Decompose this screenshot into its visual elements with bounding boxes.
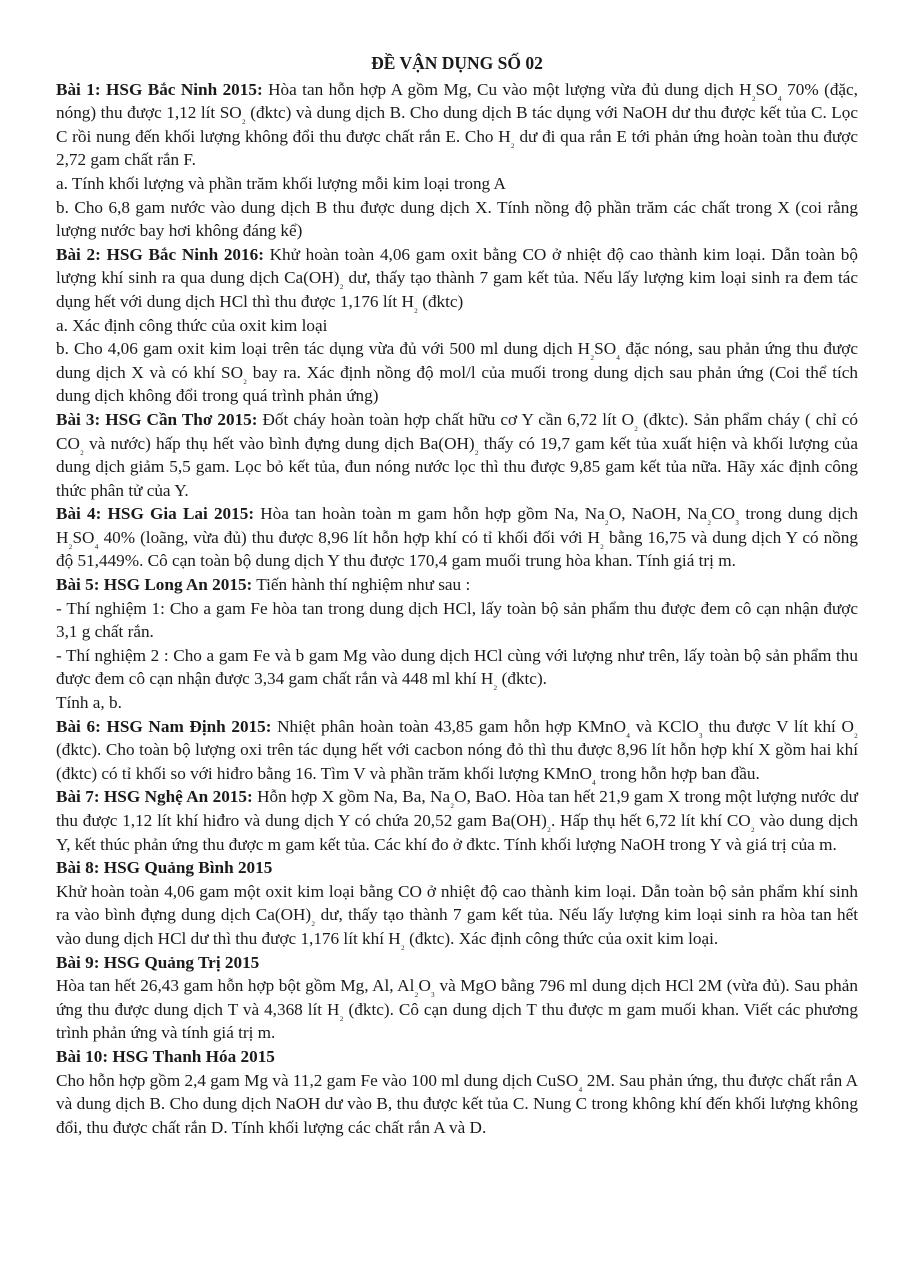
problem-text: Hòa tan hết 26,43 gam hỗn hợp bột gồm Mg, Al, $Al_{_2}O_{_3}$ và MgO bằng 796 ml dung dịch HCl 2M (vừa đủ). Sau phản ứng thu được dung dịch T và 4,368 lít $H_{_2}$ (đktc). Cô cạn dung dịch T thu được m gam muối khan. Viết các phương trình phản ứng và tính giá trị m. [56,976,858,1043]
problem-first-paragraph [56,715,858,786]
problem-heading: Bài 6: HSG Nam Định 2015: [56,716,272,736]
problem-first-paragraph [56,243,858,314]
problem-text: - Thí nghiệm 1: Cho a gam Fe hòa tan trong dung dịch HCl, lấy toàn bộ sản phẩm thu được đem cô cạn nhận được 3,1 g chất rắn. [56,598,858,642]
problem-text: Nhiệt phân hoàn toàn 43,85 gam hỗn hợp KMnO$_{_4}$ và KClO$_{_3}$ thu được V lít khí $O_{_2}$ (đktc). Cho toàn bộ lượng oxi trên tác dụng hết với cacbon nóng đỏ thì thu được 8,96 lít hỗn hợp khí X gồm hai khí (đktc) có tỉ khối so với hiđro bằng 16. Tìm V và phần trăm khối lượng KMnO$_{_4}$ trong hỗn hợp ban đầu. [56,716,858,786]
problem-heading: Bài 9: HSG Quảng Trị 2015 [56,952,260,972]
problem-text: Tính a, b. [56,693,122,713]
problem-text: Hỗn hợp X gồm Na, Ba, $Na_{_2}O$, BaO. Hòa tan hết 21,9 gam X trong một lượng nước dư thu được 1,12 lít khí hiđro và dung dịch Y có chứa 20,52 gam $Ba(OH)_{_2}$. Hấp thụ hết 6,72 lít khí $CO_{_2}$ vào dung dịch Y, kết thúc phản ứng thu được m gam kết tủa. Các khí đo ở đktc. Tính khối lượng NaOH trong Y và giá trị của m. [56,787,858,854]
problem-9 [56,951,858,1045]
problem-heading: Bài 1: HSG Bắc Ninh 2015: [56,79,263,99]
problem-1 [56,78,858,243]
problem-first-paragraph [56,785,858,856]
problem-7 [56,785,858,856]
problem-text: Cho hỗn hợp gồm 2,4 gam Mg và 11,2 gam Fe vào 100 ml dung dịch CuSO$_{_4}$ 2M. Sau phản ứng, thu được chất rắn A và dung dịch B. Cho dung dịch NaOH dư vào B, thu được kết tủa C. Nung C trong không khí đến khối lượng không đổi, thu được chất rắn D. Tính khối lượng các chất rắn A và D. [56,1070,858,1137]
problem-10 [56,1045,858,1139]
problem-heading: Bài 5: HSG Long An 2015: [56,575,253,595]
problem-heading: Bài 8: HSG Quảng Bình 2015 [56,858,273,878]
problem-8 [56,856,858,950]
problem-text: b. Cho 4,06 gam oxit kim loại trên tác dụng vừa đủ với 500 ml dung dịch $H_{_2}SO_{_4}$ đặc nóng, sau phản ứng thu được dung dịch X và có khí $SO_{_2}$ bay ra. Xác định nồng độ mol/l của muối trong dung dịch sau phản ứng (Coi thể tích dung dịch không đổi trong quá trình phản ứng) [56,339,859,406]
problem-text: Tiến hành thí nghiệm như sau : [252,575,471,595]
problem-text: Hòa tan hỗn hợp A gồm Mg, Cu vào một lượng vừa đủ dung dịch $H_{_2}SO_{_4}$ 70% (đặc, nóng) thu được 1,12 lít $SO_{_2}$ (đktc) và dung dịch B. Cho dung dịch B tác dụng với NaOH dư thu được kết tủa C. Lọc C rồi nung đến khối lượng không đổi thu được chất rắn E. Cho $H_{_2}$ dư đi qua rắn E tới phản ứng hoàn toàn thu được 2,72 gam chất rắn F. [56,79,859,170]
problem-heading: Bài 3: HSG Cần Thơ 2015: [56,409,258,429]
problem-text: a. Xác định công thức của oxit kim loại [56,315,328,335]
problem-2 [56,243,858,408]
problem-heading: Bài 10: HSG Thanh Hóa 2015 [56,1046,275,1066]
problem-text: Khử hoàn toàn 4,06 gam oxit bằng CO ở nhiệt độ cao thành kim loại. Dẫn toàn bộ lượng khí sinh ra qua dung dịch $Ca(OH)_{_2}$ dư, thấy tạo thành 7 gam kết tủa. Nếu lấy lượng kim loại sinh ra đem tác dụng hết với dung dịch HCl thì thu được 1,176 lít $H_{_2}$ (đktc) [56,244,858,314]
problem-text: - Thí nghiệm 2 : Cho a gam Fe và b gam Mg vào dung dịch HCl cùng với lượng như trên, lấy toàn bộ sản phẩm thu được đem cô cạn nhận được 3,34 gam chất rắn và 448 ml khí $H_{_2}$ (đktc). [56,645,858,691]
problem-list [56,78,858,1140]
problem-heading: Bài 4: HSG Gia Lai 2015: [56,504,255,524]
problem-3 [56,408,858,502]
problem-text: Khử hoàn toàn 4,06 gam một oxit kim loại bằng CO ở nhiệt độ cao thành kim loại. Dẫn toàn bộ sản phẩm khí sinh ra vào bình đựng dung dịch $Ca(OH)_{_2}$ dư, thấy tạo thành 7 gam kết tủa. Nếu lấy lượng kim loại sinh ra hòa tan hết vào dung dịch HCl dư thì thu được 1,176 lít khí $H_{_2}$ (đktc). Xác định công thức của oxit kim loại. [56,881,858,951]
problem-heading: Bài 2: HSG Bắc Ninh 2016: [56,244,264,264]
problem-first-paragraph [56,573,858,597]
problem-text: b. Cho 6,8 gam nước vào dung dịch B thu được dung dịch X. Tính nồng độ phần trăm các chất trong X (coi rằng lượng nước bay hơi không đáng kể) [56,197,858,241]
problem-first-paragraph [56,408,858,502]
problem-text: a. Tính khối lượng và phần trăm khối lượng mỗi kim loại trong A [56,173,506,193]
document-title: ĐỀ VẬN DỤNG SỐ 02 [371,53,543,73]
problem-5 [56,573,858,715]
problem-4 [56,502,858,573]
problem-6 [56,715,858,786]
problem-text: Hòa tan hoàn toàn m gam hỗn hợp gồm Na, $Na_{_2}O$, NaOH, $Na_{_2}CO_{_3}$ trong dung dịch $H_{_2}SO_{_4}$ 40% (loãng, vừa đủ) thu được 8,96 lít hỗn hợp khí có tỉ khối đối với $H_{_2}$ bằng 16,75 và dung dịch Y có nồng độ 51,449%. Cô cạn toàn bộ dung dịch Y thu được 170,4 gam muối trung hòa khan. Tính giá trị m. [56,504,859,571]
problem-heading: Bài 7: HSG Nghệ An 2015: [56,787,253,807]
problem-text: Đốt cháy hoàn toàn hợp chất hữu cơ Y cần 6,72 lít $O_{_2}$ (đktc). Sản phẩm cháy ( chỉ có $CO_{_2}$ và nước) hấp thụ hết vào bình đựng dung dịch $Ba(OH)_{_2}$ thấy có 19,7 gam kết tủa xuất hiện và khối lượng của dung dịch giảm 5,5 gam. Lọc bỏ kết tủa, đun nóng nước lọc thì thu được 9,85 gam kết tủa nữa. Hãy xác định công thức phân tử của Y. [56,409,858,500]
problem-first-paragraph [56,502,858,573]
problem-first-paragraph [56,78,858,172]
